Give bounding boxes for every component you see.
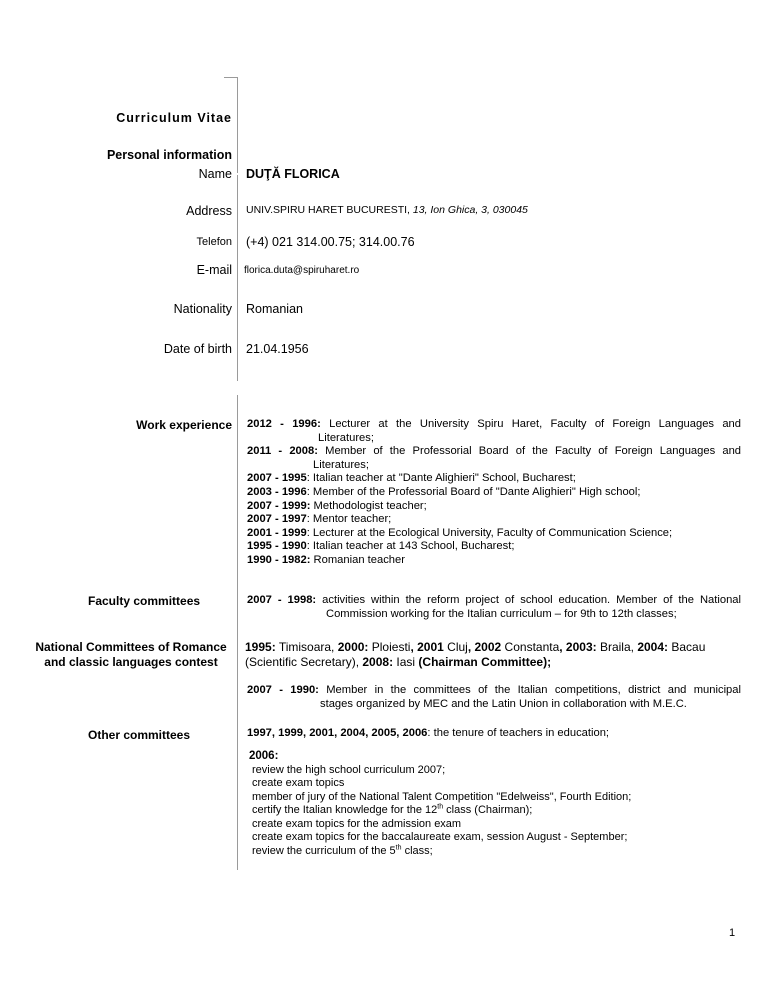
list-item: 1990 - 1982: Romanian teacher xyxy=(247,553,405,566)
list-item: create exam topics for the admission exam xyxy=(252,817,462,830)
competitions-text xyxy=(247,684,741,711)
dob-label: Date of birth xyxy=(163,342,232,356)
nationality-value: Romanian xyxy=(246,302,303,316)
national-line: 1995: Timisoara, 2000: Ploiesti, 2001 Cluj, 2002 Constanta, 2003: Braila, 2004: Bacau xyxy=(245,640,706,654)
section-label-national xyxy=(30,640,232,669)
competitions-line-continuation: stages organized by MEC and the Latin Union in collaboration with M.E.C. xyxy=(320,697,687,710)
year-heading: 2006: xyxy=(249,750,279,762)
phone-label: Telefon xyxy=(196,236,232,248)
name-value: DUŢĂ FLORICA xyxy=(246,167,340,181)
section-label-personal: Personal information xyxy=(106,148,232,162)
list-item: member of jury of the National Talent Competition "Edelweiss", Fourth Edition; xyxy=(252,790,632,803)
faculty-committees-text xyxy=(247,594,741,621)
list-item: 2007 - 1995: Italian teacher at "Dante Alighieri" School, Bucharest; xyxy=(247,472,576,485)
other-2006-block xyxy=(249,750,631,858)
list-item: 2012 - 1996: Lecturer at the University Spiru Haret, Faculty of Foreign Languages and xyxy=(247,418,741,430)
section-label-faculty: Faculty committees xyxy=(88,594,201,608)
list-item: 1995 - 1990: Italian teacher at 143 School, Bucharest; xyxy=(247,540,515,553)
list-item: 2011 - 2008: Member of the Professorial Board of the Faculty of Foreign Languages and xyxy=(247,445,742,458)
work-experience-list xyxy=(247,418,741,568)
national-committees-text xyxy=(245,640,739,669)
list-item: 2007 - 1999: Methodologist teacher; xyxy=(247,499,427,512)
list-item: certify the Italian knowledge for the 12th class (Chairman); xyxy=(252,803,533,816)
name-label: Name xyxy=(198,167,232,181)
nationality-label: Nationality xyxy=(173,302,232,316)
list-item: create exam topics for the baccalaureate exam, session August - September; xyxy=(252,831,628,843)
competitions-line: 2007 - 1990: Member in the committees of the Italian competitions, district and municipal xyxy=(247,684,741,696)
cv-title: Curriculum Vitae xyxy=(116,111,232,125)
email-value: florica.duta@spiruharet.ro xyxy=(244,265,360,276)
list-item: review the curriculum of the 5th class; xyxy=(252,843,433,857)
national-label-line: and classic languages contest xyxy=(44,654,218,669)
list-item: create exam topics xyxy=(252,777,345,789)
list-item: review the high school curriculum 2007; xyxy=(252,763,446,776)
list-item: 2007 - 1997: Mentor teacher; xyxy=(247,513,392,526)
other-years-line: 1997, 1999, 2001, 2004, 2005, 2006: the tenure of teachers in education; xyxy=(247,727,610,739)
address-label: Address xyxy=(186,204,232,218)
faculty-line: 2007 - 1998: activities within the reform project of school education. Member of the National xyxy=(247,594,741,606)
faculty-line-continuation: Commission working for the Italian curriculum – for 9th to 12th classes; xyxy=(326,607,677,620)
dob-value: 21.04.1956 xyxy=(246,342,309,356)
page-number: 1 xyxy=(729,927,736,939)
divider-line xyxy=(237,175,238,381)
list-item: 2003 - 1996: Member of the Professorial Board of "Dante Alighieri" High school; xyxy=(247,485,641,498)
national-line: (Scientific Secretary), 2008: Iasi (Chairman Committee); xyxy=(245,654,552,669)
national-label-line: National Committees of Romance xyxy=(35,640,227,654)
section-label-other: Other committees xyxy=(88,728,191,742)
header-corner-line xyxy=(224,77,238,78)
address-value: UNIV.SPIRU HARET BUCURESTI, 13, Ion Ghica, 3, 030045 xyxy=(246,204,528,216)
divider-line xyxy=(237,77,238,173)
list-item-continuation: Literatures; xyxy=(318,431,374,444)
phone-value: (+4) 021 314.00.75; 314.00.76 xyxy=(246,235,415,249)
list-item-continuation: Literatures; xyxy=(313,458,369,471)
divider-line xyxy=(237,395,238,870)
email-label: E-mail xyxy=(196,263,232,277)
section-label-work: Work experience xyxy=(136,418,232,432)
list-item: 2001 - 1999: Lecturer at the Ecological University, Faculty of Communication Science; xyxy=(247,526,673,539)
